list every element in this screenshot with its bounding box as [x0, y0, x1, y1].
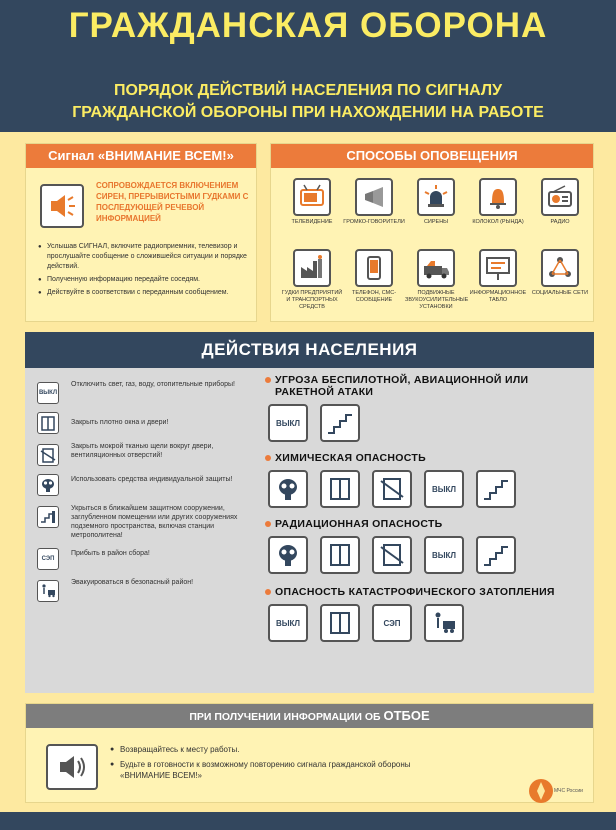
hazard-title: ОПАСНОСТЬ КАТАСТРОФИЧЕСКОГО ЗАТОПЛЕНИЯ — [265, 586, 585, 598]
phone-icon — [355, 249, 393, 287]
notify-method — [281, 178, 343, 243]
hazard-title: РАДИАЦИОННАЯ ОПАСНОСТЬ — [265, 518, 585, 530]
tv-icon — [293, 178, 331, 216]
speaker-icon — [46, 744, 98, 790]
evacuation-icon — [37, 580, 59, 602]
hazard-icons — [268, 404, 585, 442]
hazard-group — [265, 452, 585, 508]
seal-gaps-icon — [372, 470, 412, 508]
notify-method — [405, 178, 467, 243]
hazard-group — [265, 518, 585, 574]
notify-method — [529, 178, 591, 243]
hazard-icons — [268, 536, 585, 574]
notification-methods-panel — [270, 143, 594, 322]
power-off-icon: ВЫКЛ — [268, 404, 308, 442]
assembly-point-icon: СЭП — [37, 548, 59, 570]
action-item — [37, 504, 251, 540]
vehicle-icon — [417, 249, 455, 287]
info-board-icon — [479, 249, 517, 287]
notify-method-label: СИРЕНЫ — [423, 219, 449, 225]
action-item — [37, 472, 251, 496]
close-window-icon — [320, 470, 360, 508]
signal-title: Сигнал «ВНИМАНИЕ ВСЕМ!» — [26, 144, 256, 168]
action-item — [37, 410, 251, 434]
population-actions-panel — [25, 332, 594, 693]
hazard-group — [265, 374, 585, 442]
radio-icon — [541, 178, 579, 216]
action-text: Отключить свет, газ, воду, отопительные приборы! — [71, 381, 235, 388]
action-text: Закрыть мокрой тканью щели вокруг двери, вентиляционных отверстий! — [71, 443, 214, 459]
shelter-stairs-icon — [476, 470, 516, 508]
mchs-emblem-icon — [528, 778, 554, 804]
action-text: Использовать средства индивидуальной защиты! — [71, 476, 233, 483]
action-item — [37, 546, 251, 570]
shelter-stairs-icon — [476, 536, 516, 574]
action-item — [37, 442, 251, 466]
close-window-icon — [320, 604, 360, 642]
power-off-icon: ВЫКЛ — [37, 382, 59, 404]
action-text: Прибыть в район сбора! — [71, 550, 150, 557]
power-off-icon: ВЫКЛ — [424, 536, 464, 574]
all-clear-instruction: ● Возвращайтесь к месту работы. — [110, 744, 440, 755]
evacuation-icon — [424, 604, 464, 642]
signal-instruction: ● Действуйте в соответствии с переданным сообщением. — [38, 288, 250, 298]
all-clear-title-prefix: ПРИ ПОЛУЧЕНИИ ИНФОРМАЦИИ ОБ — [189, 711, 381, 723]
seal-gaps-icon — [37, 444, 59, 466]
social-network-icon — [541, 249, 579, 287]
notify-method-label: КОЛОКОЛ (РЫНДА) — [472, 219, 524, 225]
notify-method — [281, 249, 343, 314]
hazard-icons — [268, 470, 585, 508]
signal-description: СОПРОВОЖДАЕТСЯ ВКЛЮЧЕНИЕМ СИРЕН, ПРЕРЫВИСТЫМИ ГУДКАМИ С ПОСЛЕДУЮЩЕЙ РЕЧЕВОЙ ИНФОРМАЦИЕЙ — [96, 181, 249, 223]
notify-method — [405, 249, 467, 314]
notification-methods-title: СПОСОБЫ ОПОВЕЩЕНИЯ — [271, 144, 593, 168]
shelter-stairs-icon — [320, 404, 360, 442]
shelter-icon — [37, 506, 59, 528]
gas-mask-icon — [37, 474, 59, 496]
all-clear-title-strong: ОТБОЕ — [383, 708, 430, 723]
notify-method-label: СОЦИАЛЬНЫЕ СЕТИ — [531, 290, 589, 296]
notify-method — [467, 178, 529, 243]
seal-gaps-icon — [372, 536, 412, 574]
close-window-icon — [37, 412, 59, 434]
factory-icon — [293, 249, 331, 287]
notify-method-label: ГРОМКО-ГОВОРИТЕЛИ — [343, 219, 405, 225]
page-subtitle — [10, 80, 606, 124]
signal-instruction: ● Услышав СИГНАЛ, включите радиоприемник, телевизор и прослушайте сообщение о сложившейся ситуации и порядке действий. — [38, 242, 250, 272]
notify-method — [343, 178, 405, 243]
assembly-point-icon: СЭП — [372, 604, 412, 642]
notify-method — [529, 249, 591, 314]
subtitle-line-1: ПОРЯДОК ДЕЙСТВИЙ НАСЕЛЕНИЯ ПО СИГНАЛУ — [113, 82, 503, 99]
all-clear-panel — [25, 703, 594, 803]
close-window-icon — [320, 536, 360, 574]
all-clear-instruction: ● Будьте в готовности к возможному повторению сигнала гражданской обороны «ВНИМАНИЕ ВСЕМ!» — [110, 759, 440, 781]
hazard-groups — [265, 374, 585, 642]
all-clear-title — [26, 704, 593, 728]
signal-instruction: ● Полученную информацию передайте соседям. — [38, 275, 250, 285]
bell-icon — [479, 178, 517, 216]
power-off-icon: ВЫКЛ — [268, 604, 308, 642]
subtitle-line-2: ГРАЖДАНСКОЙ ОБОРОНЫ ПРИ НАХОЖДЕНИИ НА РАБОТЕ — [72, 104, 544, 121]
hazard-title: УГРОЗА БЕСПИЛОТНОЙ, АВИАЦИОННОЙ ИЛИ РАКЕТНОЙ АТАКИ — [265, 374, 555, 398]
population-actions-title: ДЕЙСТВИЯ НАСЕЛЕНИЯ — [25, 332, 594, 368]
notify-method — [343, 249, 405, 314]
notify-method-label: ТЕЛЕФОН, СМС-СООБЩЕНИЕ — [351, 290, 397, 303]
action-text: Эвакуироваться в безопасный район! — [71, 579, 194, 586]
power-off-icon: ВЫКЛ — [424, 470, 464, 508]
mchs-label: МЧС России — [554, 788, 583, 794]
actions-list — [37, 380, 251, 682]
gas-mask-icon — [268, 470, 308, 508]
action-text: Закрыть плотно окна и двери! — [71, 419, 169, 426]
notify-method-label: ИНФОРМАЦИОННОЕ ТАБЛО — [469, 290, 527, 303]
hazard-group — [265, 586, 585, 642]
notification-methods-grid — [281, 178, 591, 314]
action-text: Укрыться в ближайшем защитном сооружении, заглубленном помещении или других сооружениях подземного пространства, включая станции метрополитена! — [71, 505, 238, 539]
notify-method-label: ГУДКИ ПРЕДПРИЯТИЙ И ТРАНСПОРТНЫХ СРЕДСТВ — [281, 290, 343, 310]
page-title: ГРАЖДАНСКАЯ ОБОРОНА — [68, 6, 548, 45]
signal-instructions — [38, 242, 250, 301]
speaker-icon — [40, 184, 84, 228]
notify-method-label: ПОДВИЖНЫЕ ЗВУКОУСИЛИТЕЛЬНЫЕ УСТАНОВКИ — [405, 290, 469, 310]
siren-icon — [417, 178, 455, 216]
hazard-title: ХИМИЧЕСКАЯ ОПАСНОСТЬ — [265, 452, 585, 464]
action-item — [37, 380, 251, 404]
all-clear-instructions — [110, 744, 440, 785]
notify-method-label: ТЕЛЕВИДЕНИЕ — [291, 219, 333, 225]
action-item — [37, 578, 251, 602]
gas-mask-icon — [268, 536, 308, 574]
signal-panel — [25, 143, 257, 322]
hazard-icons — [268, 604, 585, 642]
loudspeaker-icon — [355, 178, 393, 216]
footer-bar — [0, 812, 616, 830]
notify-method-label: РАДИО — [550, 219, 570, 225]
notify-method — [467, 249, 529, 314]
page-header — [0, 0, 616, 132]
